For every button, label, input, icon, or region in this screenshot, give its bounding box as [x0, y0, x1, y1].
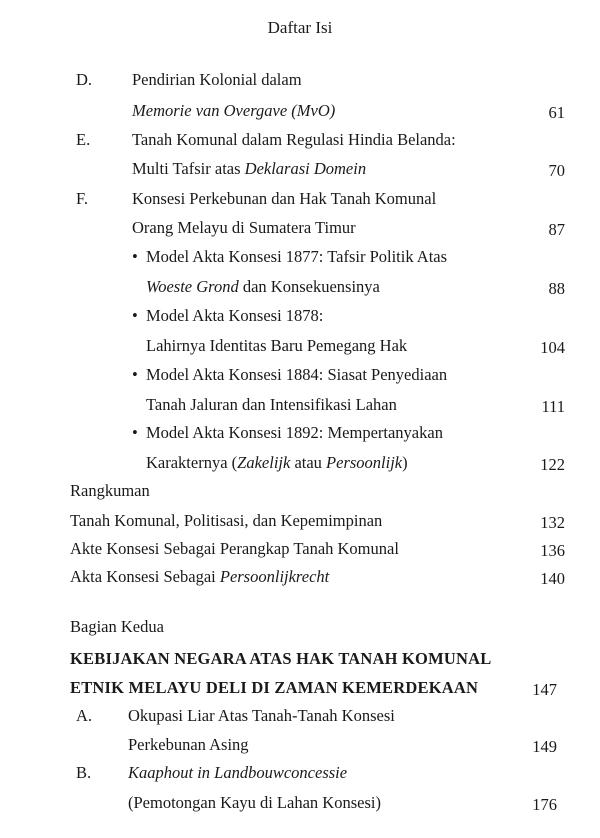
entry-f2-line1: Model Akta Konsesi 1878:: [146, 306, 324, 325]
entry-f4-line2-italic1: Zakelijk: [237, 453, 291, 472]
rangkuman-title: Rangkuman: [70, 481, 150, 500]
entry-a-letter: A.: [76, 706, 93, 725]
rangkuman-item-2: Akte Konsesi Sebagai Perangkap Tanah Komunal: [70, 539, 399, 558]
part2-title-line2: ETNIK MELAYU DELI DI ZAMAN KEMERDEKAAN: [70, 678, 479, 697]
entry-b-page: 176: [532, 795, 557, 814]
rangkuman-item-1-page: 132: [540, 513, 565, 532]
entry-d-letter: D.: [76, 70, 93, 89]
entry-f3-page: 111: [541, 397, 565, 416]
rangkuman-item-3-page: 140: [540, 569, 565, 588]
entry-f-line2: Orang Melayu di Sumatera Timur: [132, 218, 356, 237]
entry-f4-line1: Model Akta Konsesi 1892: Mempertanyakan: [146, 423, 443, 442]
entry-e-line2-italic: Deklarasi Domein: [244, 159, 367, 178]
entry-f4-page: 122: [540, 455, 565, 474]
entry-f2-line2: Lahirnya Identitas Baru Pemegang Hak: [146, 336, 408, 355]
entry-f1-line2-italic: Woeste Grond: [146, 277, 239, 296]
entry-f-line1: Konsesi Perkebunan dan Hak Tanah Komunal: [132, 189, 437, 208]
part2-title-line1: KEBIJAKAN NEGARA ATAS HAK TANAH KOMUNAL: [70, 649, 492, 668]
entry-a-page: 149: [532, 737, 557, 756]
entry-f3-bullet: •: [132, 365, 138, 384]
entry-b-line2: (Pemotongan Kayu di Lahan Konsesi): [128, 793, 381, 812]
part2-label: Bagian Kedua: [70, 617, 164, 636]
entry-f2-bullet: •: [132, 306, 138, 325]
rangkuman-item-1: Tanah Komunal, Politisasi, dan Kepemimpinan: [70, 511, 383, 530]
entry-f-letter: F.: [76, 189, 88, 208]
entry-a-line1: Okupasi Liar Atas Tanah-Tanah Konsesi: [128, 706, 395, 725]
entry-f3-line1: Model Akta Konsesi 1884: Siasat Penyediaan: [146, 365, 448, 384]
rangkuman-item-3-italic: Persoonlijkrecht: [219, 567, 330, 586]
rangkuman-item-3-pre: Akta Konsesi Sebagai: [70, 567, 220, 586]
rangkuman-item-3: [70, 567, 329, 587]
entry-d-page: 61: [548, 103, 565, 122]
entry-f1-line2-post: dan Konsekuensinya: [238, 277, 380, 296]
entry-f4-line2: [146, 453, 408, 473]
entry-d-line2: Memorie van Overgave (MvO): [132, 101, 336, 120]
entry-f-page: 87: [548, 220, 565, 239]
rangkuman-item-2-page: 136: [540, 541, 565, 560]
entry-f1-line2: [146, 277, 380, 297]
entry-f4-line2-mid: atau: [290, 453, 327, 472]
part2-page: 147: [532, 680, 557, 699]
entry-f2-page: 104: [540, 338, 565, 357]
entry-e-page: 70: [548, 161, 565, 180]
entry-e-line2-pre: Multi Tafsir atas: [132, 159, 245, 178]
entry-f3-line2: Tanah Jaluran dan Intensifikasi Lahan: [146, 395, 397, 414]
entry-f1-bullet: •: [132, 247, 138, 266]
entry-e-letter: E.: [76, 130, 91, 149]
entry-a-line2: Perkebunan Asing: [128, 735, 249, 754]
entry-f4-line2-post: ): [402, 453, 408, 472]
entry-e-line1: Tanah Komunal dalam Regulasi Hindia Belanda:: [132, 130, 456, 149]
entry-f4-line2-pre: Karakternya (: [146, 453, 238, 472]
entry-b-letter: B.: [76, 763, 92, 782]
entry-f4-bullet: •: [132, 423, 138, 442]
entry-d-line1: Pendirian Kolonial dalam: [132, 70, 302, 89]
entry-f1-page: 88: [548, 279, 565, 298]
entry-f1-line1: Model Akta Konsesi 1877: Tafsir Politik Atas: [146, 247, 448, 266]
entry-e-line2: [132, 159, 366, 179]
entry-f4-line2-italic2: Persoonlijk: [326, 453, 403, 472]
entry-b-line1: Kaaphout in Landbouwconcessie: [128, 763, 348, 782]
page-header: Daftar Isi: [267, 18, 333, 37]
